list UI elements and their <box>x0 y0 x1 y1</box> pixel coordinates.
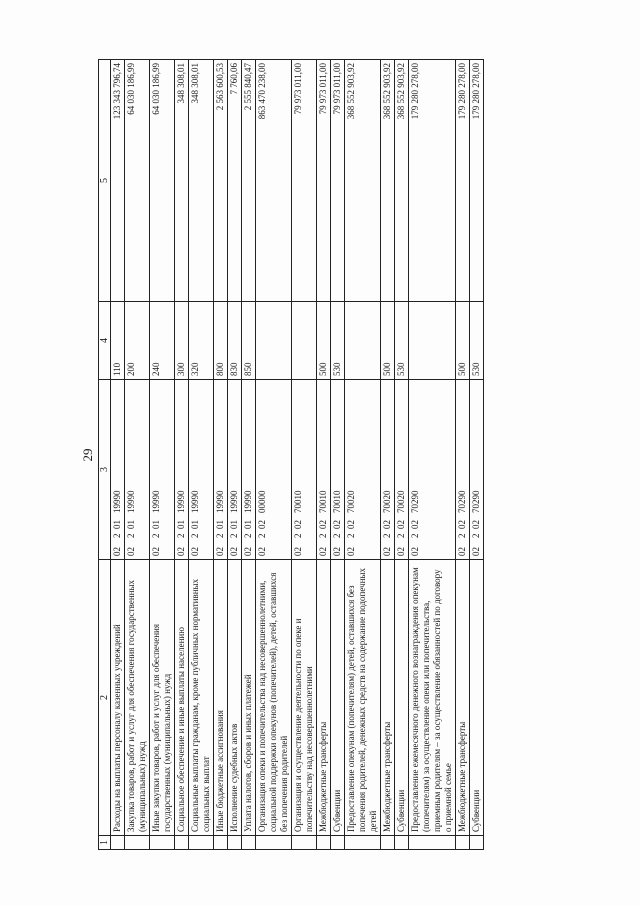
expense-type-cell: 110 <box>111 302 125 380</box>
table-row <box>214 60 228 850</box>
code-part: 19990 <box>112 490 122 513</box>
amount-cell: 179 280 278,00 <box>456 60 470 302</box>
code-part: 01 <box>126 520 136 529</box>
table-row <box>317 60 331 850</box>
code-part: 2 <box>293 533 303 538</box>
item-name-cell: Межбюджетные трансферты <box>317 560 331 836</box>
expense-type-cell: 500 <box>317 302 331 380</box>
target-code-cell <box>175 380 189 560</box>
target-code-cell <box>317 380 331 560</box>
item-name-cell: Организация опеки и попечительства над несовершеннолетними, социальной поддержки опекунов (попечителей), детей, оставшихся без попечения родителей <box>256 560 292 836</box>
header-cell-5: 5 <box>99 60 111 302</box>
amount-cell: 348 308,01 <box>189 60 214 302</box>
target-code-cell <box>345 380 381 560</box>
code-part: 02 <box>382 547 392 556</box>
target-code-cell <box>456 380 470 560</box>
target-code <box>410 383 421 556</box>
code-part: 02 <box>151 547 161 556</box>
code-part: 02 <box>243 547 253 556</box>
code-part: 02 <box>293 520 303 529</box>
amount-cell: 179 280 278,00 <box>470 60 484 302</box>
amount-cell: 368 552 903,92 <box>381 60 395 302</box>
code-part: 2 <box>382 533 392 538</box>
code-part: 2 <box>151 533 161 538</box>
expense-type-cell: 850 <box>242 302 256 380</box>
code-part: 02 <box>382 520 392 529</box>
row-index-cell <box>292 836 317 850</box>
code-part: 02 <box>318 547 328 556</box>
code-part: 2 <box>112 533 122 538</box>
row-index-cell <box>242 836 256 850</box>
target-code <box>126 383 137 556</box>
target-code-cell <box>125 380 150 560</box>
target-code-cell <box>409 380 456 560</box>
row-index-cell <box>331 836 345 850</box>
code-part: 01 <box>243 520 253 529</box>
table-row <box>456 60 470 850</box>
code-part: 19990 <box>151 490 161 513</box>
row-index-cell <box>256 836 292 850</box>
code-part: 2 <box>410 533 420 538</box>
target-code-cell <box>256 380 292 560</box>
row-index-cell <box>150 836 175 850</box>
code-part: 02 <box>176 547 186 556</box>
code-part: 02 <box>346 520 356 529</box>
code-part: 19990 <box>229 490 239 513</box>
row-index-cell <box>317 836 331 850</box>
target-code <box>215 383 226 556</box>
item-name-cell: Исполнение судебных актов <box>228 560 242 836</box>
target-code <box>243 383 254 556</box>
target-code-cell <box>242 380 256 560</box>
code-part: 02 <box>396 520 406 529</box>
code-part: 02 <box>112 547 122 556</box>
code-part: 01 <box>190 520 200 529</box>
table-row <box>125 60 150 850</box>
code-part: 19990 <box>215 490 225 513</box>
code-part: 02 <box>332 520 342 529</box>
target-code <box>471 383 482 556</box>
code-part: 2 <box>257 533 267 538</box>
table-row <box>189 60 214 850</box>
table-row <box>242 60 256 850</box>
target-code-cell <box>395 380 409 560</box>
table-row <box>470 60 484 850</box>
table-row <box>256 60 292 850</box>
expense-type-cell: 320 <box>189 302 214 380</box>
target-code <box>346 383 357 556</box>
code-part: 2 <box>332 533 342 538</box>
table-body <box>111 60 484 850</box>
target-code <box>112 383 123 556</box>
header-cell-4: 4 <box>99 302 111 380</box>
row-index-cell <box>228 836 242 850</box>
table-row <box>111 60 125 850</box>
item-name-cell: Уплата налогов, сборов и иных платежей <box>242 560 256 836</box>
expense-type-cell: 830 <box>228 302 242 380</box>
amount-cell: 2 555 840,47 <box>242 60 256 302</box>
expense-type-cell: 500 <box>456 302 470 380</box>
row-index-cell <box>189 836 214 850</box>
expense-type-cell: 240 <box>150 302 175 380</box>
code-part: 70010 <box>332 490 342 513</box>
table-row <box>409 60 456 850</box>
code-part: 02 <box>457 520 467 529</box>
code-part: 02 <box>346 547 356 556</box>
expense-type-cell: 300 <box>175 302 189 380</box>
table-row <box>395 60 409 850</box>
table-row <box>150 60 175 850</box>
code-part: 02 <box>471 520 481 529</box>
expense-type-cell: 530 <box>470 302 484 380</box>
item-name-cell: Субвенции <box>470 560 484 836</box>
target-code-cell <box>150 380 175 560</box>
amount-cell: 64 030 186,99 <box>125 60 150 302</box>
expense-type-cell: 530 <box>395 302 409 380</box>
row-index-cell <box>345 836 381 850</box>
code-part: 01 <box>151 520 161 529</box>
item-name-cell: Социальное обеспечение и иные выплаты населению <box>175 560 189 836</box>
item-name-cell: Социальные выплаты гражданам, кроме публичных нормативных социальных выплат <box>189 560 214 836</box>
row-index-cell <box>470 836 484 850</box>
code-part: 70010 <box>293 490 303 513</box>
item-name-cell: Субвенции <box>395 560 409 836</box>
item-name-cell: Расходы на выплаты персоналу казенных учреждений <box>111 560 125 836</box>
item-name-cell: Предоставление ежемесячного денежного вознаграждения опекунам (попечителям) за осуществление опеки или попечительства, приемным родителям – за осуществление обязанностей по договору о приемной семье <box>409 560 456 836</box>
target-code <box>293 383 304 556</box>
code-part: 00000 <box>257 490 267 513</box>
expense-type-cell <box>409 302 456 380</box>
code-part: 02 <box>215 547 225 556</box>
code-part: 2 <box>457 533 467 538</box>
header-cell-3: 3 <box>99 380 111 560</box>
amount-cell: 79 973 011,00 <box>331 60 345 302</box>
code-part: 2 <box>215 533 225 538</box>
code-part: 2 <box>229 533 239 538</box>
target-code <box>151 383 162 556</box>
amount-cell: 123 343 796,74 <box>111 60 125 302</box>
code-part: 2 <box>396 533 406 538</box>
amount-cell: 863 470 238,00 <box>256 60 292 302</box>
code-part: 70290 <box>457 490 467 513</box>
rotated-content <box>60 60 605 850</box>
code-part: 01 <box>229 520 239 529</box>
code-part: 70020 <box>396 490 406 513</box>
target-code-cell <box>111 380 125 560</box>
expense-type-cell: 200 <box>125 302 150 380</box>
code-part: 70020 <box>382 490 392 513</box>
table-row <box>228 60 242 850</box>
code-part: 02 <box>126 547 136 556</box>
item-name-cell: Предоставление опекунам (попечителям) детей, оставшихся без попечения родителей, денежных средств на содержание подопечных детей <box>345 560 381 836</box>
target-code-cell <box>470 380 484 560</box>
code-part: 01 <box>215 520 225 529</box>
target-code-cell <box>228 380 242 560</box>
page-number: 29 <box>80 448 95 462</box>
budget-table <box>98 59 484 850</box>
row-index-cell <box>125 836 150 850</box>
code-part: 02 <box>190 547 200 556</box>
amount-cell: 2 563 600,53 <box>214 60 228 302</box>
row-index-cell <box>111 836 125 850</box>
code-part: 2 <box>126 533 136 538</box>
expense-type-cell <box>345 302 381 380</box>
code-part: 02 <box>457 547 467 556</box>
code-part: 2 <box>471 533 481 538</box>
table-row <box>381 60 395 850</box>
target-code <box>229 383 240 556</box>
code-part: 19990 <box>176 490 186 513</box>
target-code <box>176 383 187 556</box>
code-part: 02 <box>332 547 342 556</box>
amount-cell: 64 030 186,99 <box>150 60 175 302</box>
item-name-cell: Межбюджетные трансферты <box>381 560 395 836</box>
code-part: 01 <box>176 520 186 529</box>
amount-cell: 179 280 278,00 <box>409 60 456 302</box>
expense-type-cell <box>292 302 317 380</box>
target-code-cell <box>292 380 317 560</box>
header-cell-2: 2 <box>99 560 111 836</box>
target-code <box>190 383 201 556</box>
target-code <box>457 383 468 556</box>
code-part: 02 <box>396 547 406 556</box>
target-code <box>318 383 329 556</box>
code-part: 2 <box>318 533 328 538</box>
table-row <box>292 60 317 850</box>
expense-type-cell: 530 <box>331 302 345 380</box>
row-index-cell <box>175 836 189 850</box>
code-part: 02 <box>293 547 303 556</box>
amount-cell: 79 973 011,00 <box>292 60 317 302</box>
code-part: 02 <box>471 547 481 556</box>
code-part: 02 <box>410 547 420 556</box>
item-name-cell: Закупка товаров, работ и услуг для обеспечения государственных (муниципальных) нужд <box>125 560 150 836</box>
amount-cell: 368 552 903,92 <box>395 60 409 302</box>
amount-cell: 7 760,06 <box>228 60 242 302</box>
code-part: 19990 <box>190 490 200 513</box>
target-code <box>382 383 393 556</box>
item-name-cell: Иные бюджетные ассигнования <box>214 560 228 836</box>
code-part: 2 <box>346 533 356 538</box>
code-part: 02 <box>229 547 239 556</box>
code-part: 02 <box>318 520 328 529</box>
row-index-cell <box>381 836 395 850</box>
row-index-cell <box>214 836 228 850</box>
amount-cell: 79 973 011,00 <box>317 60 331 302</box>
target-code-cell <box>381 380 395 560</box>
table-row <box>331 60 345 850</box>
target-code-cell <box>214 380 228 560</box>
header-row <box>99 60 111 850</box>
code-part: 2 <box>190 533 200 538</box>
code-part: 2 <box>176 533 186 538</box>
amount-cell: 368 552 903,92 <box>345 60 381 302</box>
table-row <box>175 60 189 850</box>
target-code-cell <box>189 380 214 560</box>
code-part: 02 <box>257 520 267 529</box>
row-index-cell <box>395 836 409 850</box>
header-cell-1: 1 <box>99 836 111 850</box>
code-part: 19990 <box>126 490 136 513</box>
item-name-cell: Межбюджетные трансферты <box>456 560 470 836</box>
code-part: 2 <box>243 533 253 538</box>
code-part: 02 <box>257 547 267 556</box>
table-row <box>345 60 381 850</box>
item-name-cell: Иные закупки товаров, работ и услуг для обеспечения государственных (муниципальных) нужд <box>150 560 175 836</box>
expense-type-cell: 800 <box>214 302 228 380</box>
code-part: 01 <box>112 520 122 529</box>
code-part: 70290 <box>471 490 481 513</box>
code-part: 70290 <box>410 490 420 513</box>
target-code <box>257 383 268 556</box>
item-name-cell: Субвенции <box>331 560 345 836</box>
row-index-cell <box>456 836 470 850</box>
code-part: 19990 <box>243 490 253 513</box>
item-name-cell: Организация и осуществление деятельности по опеке и попечительству над несовершеннолетними <box>292 560 317 836</box>
code-part: 70010 <box>318 490 328 513</box>
target-code-cell <box>331 380 345 560</box>
row-index-cell <box>409 836 456 850</box>
target-code <box>396 383 407 556</box>
code-part: 02 <box>410 520 420 529</box>
target-code <box>332 383 343 556</box>
amount-cell: 348 308,01 <box>175 60 189 302</box>
code-part: 70020 <box>346 490 356 513</box>
expense-type-cell <box>256 302 292 380</box>
expense-type-cell: 500 <box>381 302 395 380</box>
